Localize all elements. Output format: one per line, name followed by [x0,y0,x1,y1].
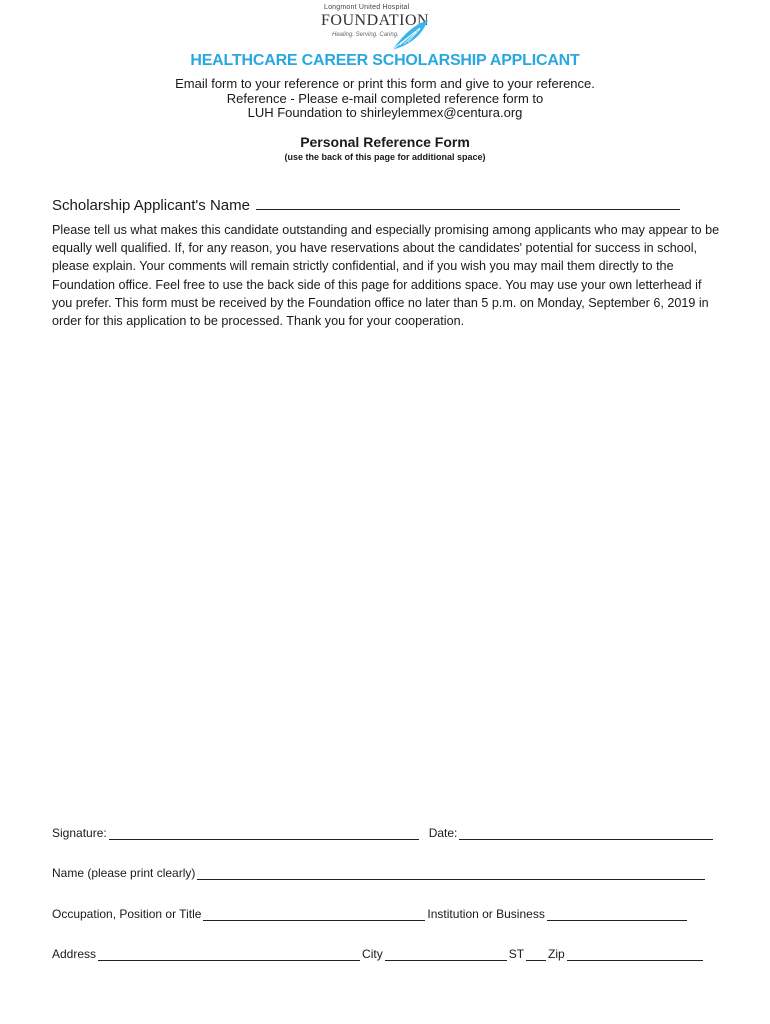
logo-top-text: Longmont United Hospital [324,4,410,11]
signature-line[interactable] [109,828,419,840]
signature-row [52,826,718,840]
instructions-line-3: LUH Foundation to shirleylemmex@centura.org [247,105,523,120]
occupation-row [52,907,718,921]
name-row [52,866,718,880]
feather-icon [390,18,430,52]
form-note: (use the back of this page for additional space) [284,152,486,162]
address-line[interactable] [98,949,360,961]
logo-tagline: Healing. Serving. Caring. [332,32,399,38]
date-line[interactable] [459,828,713,840]
occupation-label: Occupation, Position or Title [52,907,202,921]
date-label: Date: [428,826,458,840]
applicant-name-label: Scholarship Applicant's Name [52,197,250,214]
applicant-name-field[interactable] [52,195,680,214]
signature-label: Signature: [52,826,107,840]
occupation-line[interactable] [203,909,425,921]
city-label: City [362,947,383,961]
applicant-name-line[interactable] [256,195,680,210]
foundation-logo [318,4,430,52]
name-label: Name (please print clearly) [52,866,196,880]
address-label: Address [52,947,97,961]
form-title: Personal Reference Form [300,134,470,150]
city-line[interactable] [385,949,507,961]
state-line[interactable] [526,949,546,961]
address-row [52,947,718,961]
instructions-line-2: Reference - Please e-mail completed reference form to [226,91,544,106]
form-instructions: Please tell us what makes this candidate outstanding and especially promising among applicants who may appear to be equally well qualified. If, for any reason, you have reservations about the candidates' potential for success in school, please explain. Your comments will remain strictly confidential, and if you wish you may mail them directly to the Foundation office. Feel free to use the back side of this page for additions space. You may use your own letterhead if you prefer. This form must be received by the Foundation office no later than 5 p.m. on Monday, September 6, 2019 in order for this application to be processed. Thank you for your cooperation. [52,223,720,329]
institution-line[interactable] [547,909,687,921]
zip-label: Zip [548,947,565,961]
state-label: ST [508,947,525,961]
zip-line[interactable] [567,949,703,961]
name-line[interactable] [197,868,705,880]
page-title: HEALTHCARE CAREER SCHOLARSHIP APPLICANT [190,52,580,69]
logo-main-text: FOUNDATION [321,12,430,29]
instructions-line-1: Email form to your reference or print this form and give to your reference. [175,76,595,91]
institution-label: Institution or Business [427,907,545,921]
